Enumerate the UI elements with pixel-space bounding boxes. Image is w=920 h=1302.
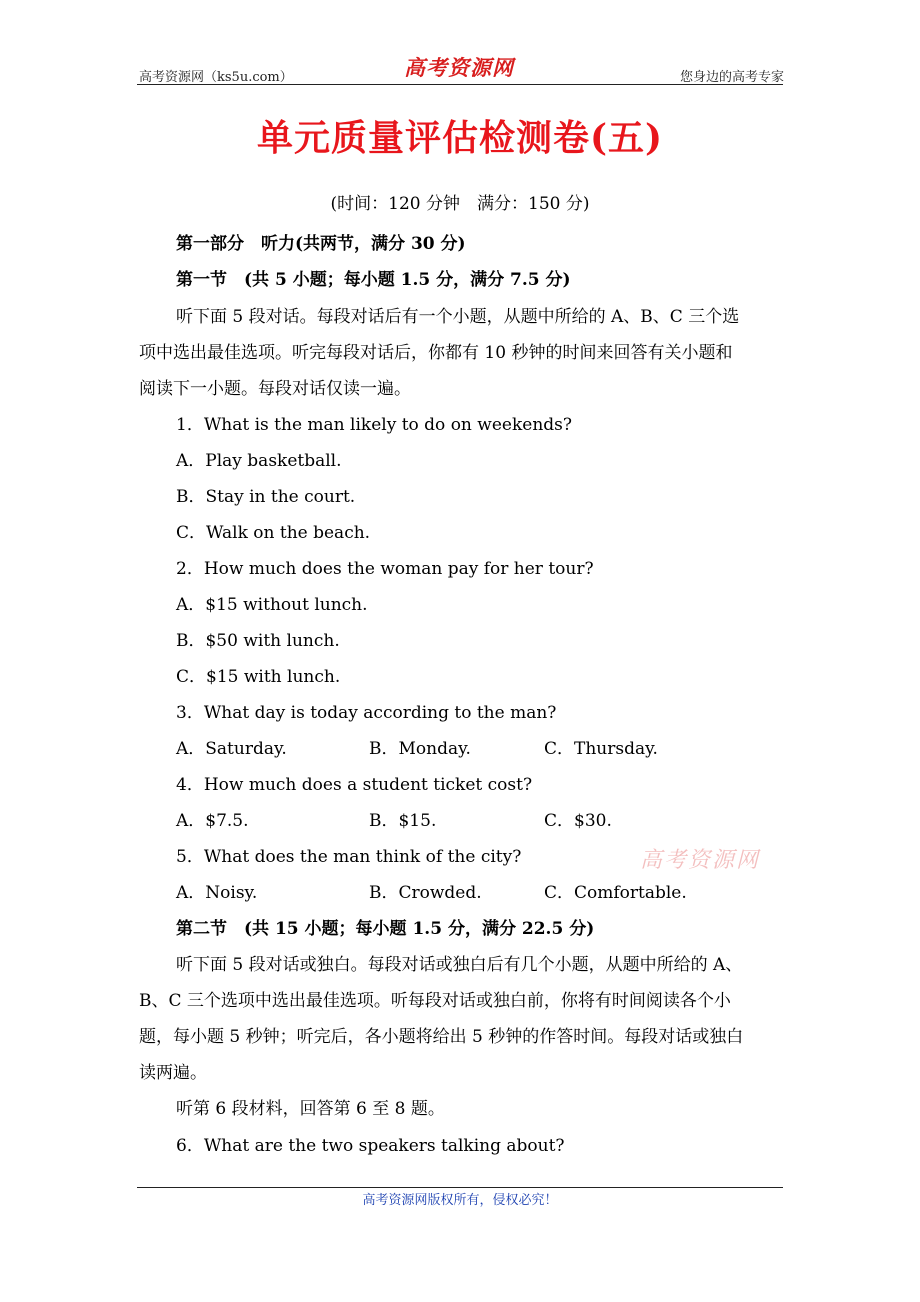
question-2-option-a: A．$15 without lunch. xyxy=(176,595,368,615)
section2-instruction-line: 听下面 5 段对话或独白。每段对话或独白后有几个小题，从题中所给的 A、 xyxy=(176,955,743,975)
section1-instruction-line: 听下面 5 段对话。每段对话后有一个小题，从题中所给的 A、B、C 三个选 xyxy=(176,307,740,327)
question-5-option-a: A．Noisy. xyxy=(176,883,258,903)
question-2-option-b: B．$50 with lunch. xyxy=(176,631,340,651)
question-4-option-c: C．$30. xyxy=(544,811,612,831)
question-4-stem: 4．How much does a student ticket cost? xyxy=(176,775,533,795)
question-3-option-b: B．Monday. xyxy=(369,739,471,759)
section2-instruction-line: 读两遍。 xyxy=(139,1063,207,1083)
question-2-stem: 2．How much does the woman pay for her tour? xyxy=(176,559,594,579)
header-left-text: 高考资源网（ks5u.com） xyxy=(139,70,293,85)
section1-instruction-line: 项中选出最佳选项。听完每段对话后，你都有 10 秒钟的时间来回答有关小题和 xyxy=(139,343,733,363)
section2-heading: 第二节 (共 15 小题；每小题 1.5 分，满分 22.5 分) xyxy=(176,919,595,939)
question-5-option-c: C．Comfortable. xyxy=(544,883,687,903)
question-3-stem: 3．What day is today according to the man? xyxy=(176,703,557,723)
question-2-option-c: C．$15 with lunch. xyxy=(176,667,341,687)
question-3-option-a: A．Saturday. xyxy=(176,739,287,759)
question-4-option-b: B．$15. xyxy=(369,811,437,831)
section1-instruction-line: 阅读下一小题。每段对话仅读一遍。 xyxy=(139,379,411,399)
footer-copyright: 高考资源网版权所有，侵权必究！ xyxy=(362,1193,558,1208)
question-5-option-b: B．Crowded. xyxy=(369,883,482,903)
part1-heading: 第一部分 听力(共两节，满分 30 分) xyxy=(176,234,466,254)
question-6-stem: 6．What are the two speakers talking about? xyxy=(176,1136,565,1156)
section1-heading: 第一节 (共 5 小题；每小题 1.5 分，满分 7.5 分) xyxy=(176,270,571,290)
question-5-stem: 5．What does the man think of the city? xyxy=(176,847,522,867)
section2-instruction-line: 题，每小题 5 秒钟；听完后，各小题将给出 5 秒钟的作答时间。每段对话或独白 xyxy=(139,1027,744,1047)
page-title: 单元质量评估检测卷(五) xyxy=(256,117,664,159)
section2-instruction-line: B、C 三个选项中选出最佳选项。听每段对话或独白前，你将有时间阅读各个小 xyxy=(139,991,731,1011)
question-4-option-a: A．$7.5. xyxy=(176,811,249,831)
header-divider xyxy=(137,84,783,85)
question-1-option-b: B．Stay in the court. xyxy=(176,487,356,507)
question-1-option-c: C．Walk on the beach. xyxy=(176,523,371,543)
watermark-logo: 高考资源网 xyxy=(640,848,761,873)
question-3-option-c: C．Thursday. xyxy=(544,739,658,759)
exam-time-score: (时间：120 分钟 满分：150 分) xyxy=(330,194,590,214)
header-logo: 高考资源网 xyxy=(404,55,514,80)
question-1-option-a: A．Play basketball. xyxy=(176,451,342,471)
question-1-stem: 1．What is the man likely to do on weekends? xyxy=(176,415,572,435)
header-right-text: 您身边的高考专家 xyxy=(679,70,784,85)
material-6-instruction: 听第 6 段材料，回答第 6 至 8 题。 xyxy=(176,1099,445,1119)
footer-divider xyxy=(137,1187,783,1188)
